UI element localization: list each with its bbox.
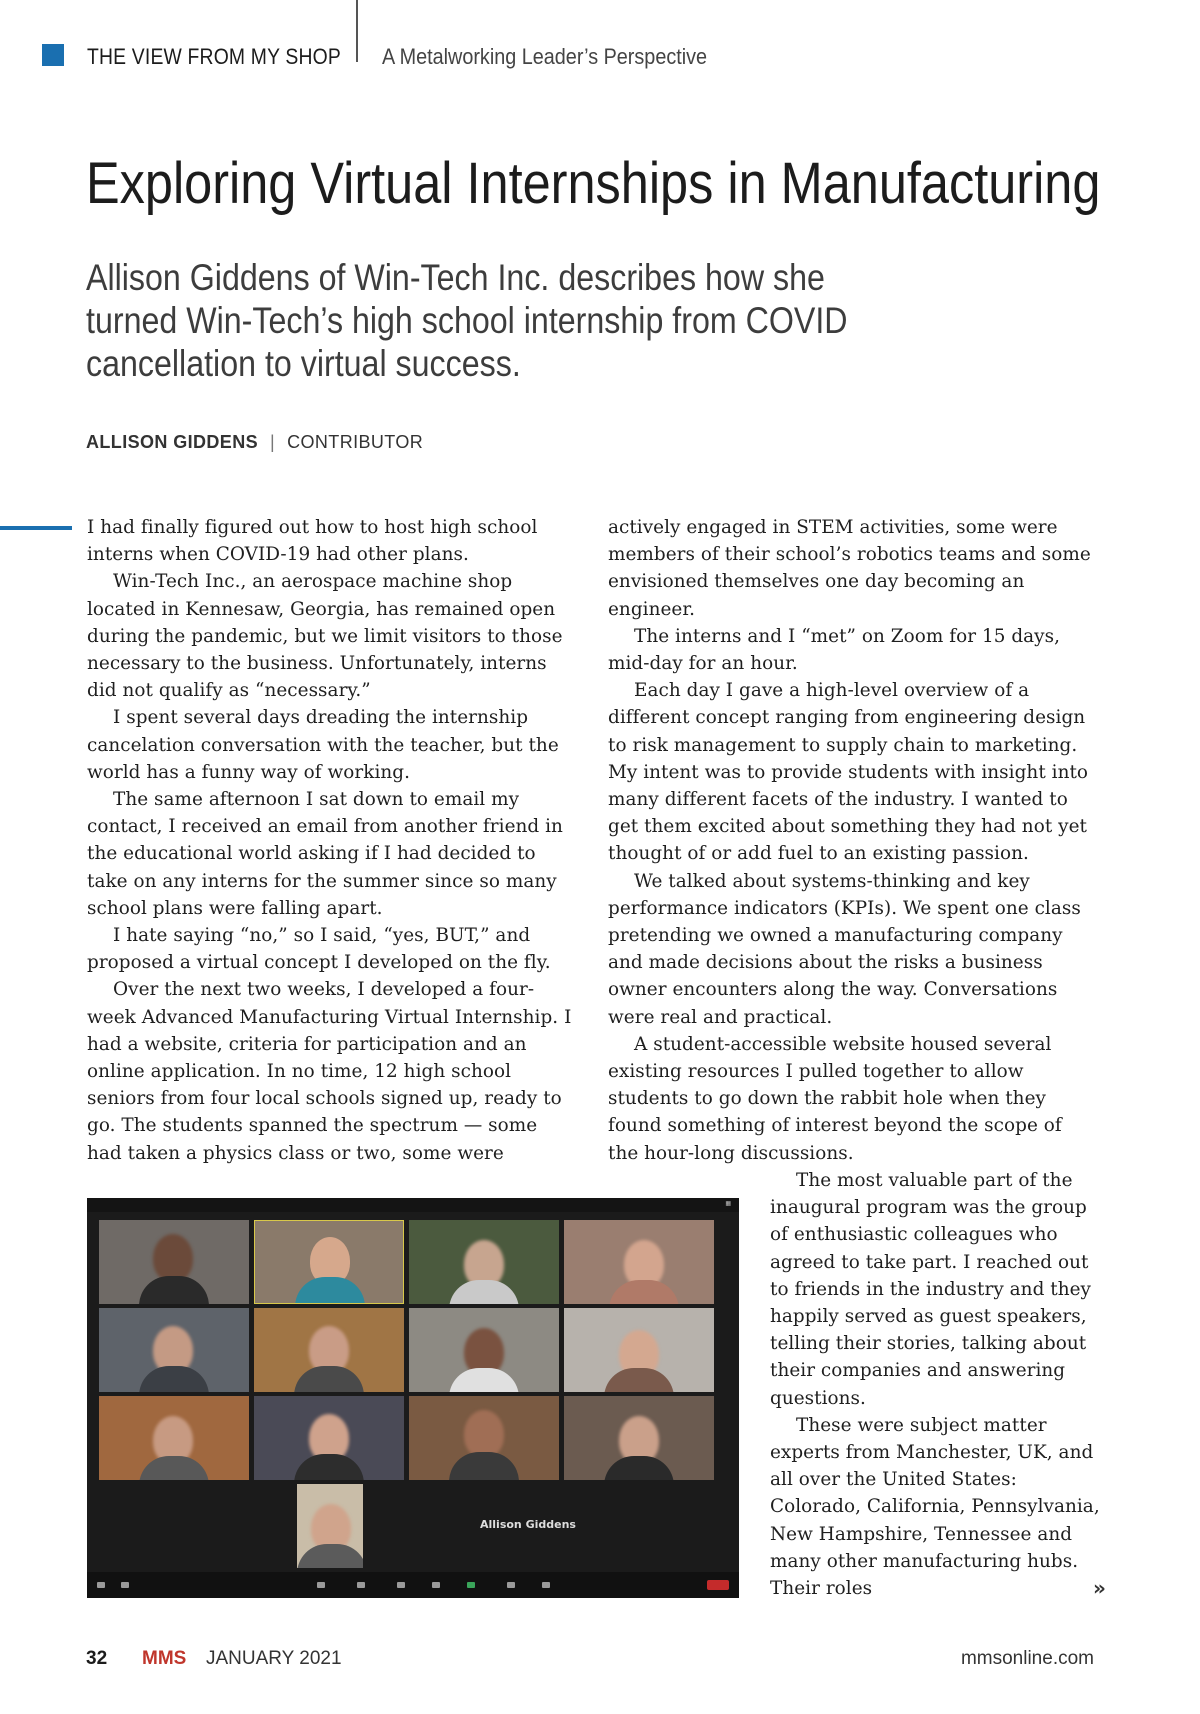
- video-tile: [409, 1308, 559, 1392]
- section-header: [42, 36, 802, 76]
- video-tile: [564, 1396, 714, 1480]
- security-icon: [317, 1582, 325, 1588]
- byline-separator: |: [270, 432, 276, 452]
- video-tile: [99, 1396, 249, 1480]
- paragraph: I hate saying “no,” so I said, “yes, BUT,” and proposed a virtual concept I developed on the fly.: [87, 925, 551, 974]
- end-meeting-button-icon: [707, 1580, 729, 1590]
- byline: [86, 432, 423, 453]
- video-tile: [409, 1220, 559, 1304]
- record-icon: [507, 1582, 515, 1588]
- paragraph: We talked about systems-thinking and key performance indicators (KPIs). We spent one class pretending we owned a manufacturing company and made decisions about the risks a business owner encounters along the way. Conversations were real and practical.: [608, 870, 1081, 1028]
- video-tile: [564, 1308, 714, 1392]
- chat-icon: [432, 1582, 440, 1588]
- video-icon: [121, 1582, 129, 1588]
- paragraph: actively engaged in STEM activities, some were members of their school’s robotics teams and some envisioned themselves one day becoming an engineer.: [608, 517, 1091, 620]
- video-tile: [254, 1308, 404, 1392]
- paragraph: The most valuable part of the inaugural program was the group of enthusiastic colleagues who agreed to take part. I reached out to friends in the industry and they happily served as guest speakers, telling their stories, talking about their companies and answering questions.: [770, 1170, 1091, 1409]
- article-deck: Allison Giddens of Win-Tech Inc. describes how she turned Win-Tech’s high school internship from COVID cancellation to virtual success.: [86, 257, 848, 384]
- paragraph: Over the next two weeks, I developed a four-week Advanced Manufacturing Virtual Internship. I had a website, criteria for participation and an online application. In no time, 12 high school seniors from four local schools signed up, ready to go. The students spanned the spectrum — some had taken a physics class or two, some were: [87, 979, 572, 1164]
- video-tile: [99, 1220, 249, 1304]
- paragraph: I spent several days dreading the internship cancelation conversation with the teacher, but the world has a funny way of working.: [87, 707, 559, 783]
- page-footer: [86, 1648, 1094, 1674]
- paragraph: The same afternoon I sat down to email my contact, I received an email from another friend in the educational world asking if I had decided to take on any interns for the summer since so many school plans were falling apart.: [87, 789, 563, 919]
- participants-icon: [357, 1582, 365, 1588]
- video-tile: [254, 1220, 404, 1304]
- magazine-logo: MMS: [142, 1648, 187, 1669]
- site-url[interactable]: mmsonline.com: [960, 1648, 1094, 1669]
- zoom-gallery-photo: [87, 1198, 739, 1598]
- issue-date: JANUARY 2021: [206, 1648, 342, 1669]
- section-tagline: A Metalworking Leader’s Perspective: [382, 44, 708, 69]
- section-marker-square: [42, 44, 64, 66]
- video-tile: [99, 1308, 249, 1392]
- article-title: Exploring Virtual Internships in Manufacturing: [86, 151, 1101, 216]
- article-column-3: [770, 1167, 1100, 1602]
- mute-icon: [97, 1582, 105, 1588]
- article-column-1: [87, 514, 572, 1167]
- paragraph: Win-Tech Inc., an aerospace machine shop located in Kennesaw, Georgia, has remained open during the pandemic, but we limit visitors to those necessary to the business. Unfortunately, interns did not qualify as “necessary.”: [87, 571, 563, 702]
- column-start-rule: [0, 526, 72, 530]
- polls-icon: [397, 1582, 405, 1588]
- double-chevron-right-icon: »: [1093, 1576, 1106, 1600]
- paragraph: I had finally figured out how to host high school interns when COVID-19 had other plans.: [87, 517, 538, 566]
- paragraph: These were subject matter experts from Manchester, UK, and all over the United States: Colorado, California, Pennsylvania, New Hampshire, Tennessee and many other manufacturing hubs. Their roles: [770, 1414, 1100, 1600]
- article-column-2: [608, 514, 1093, 1167]
- video-tile: [254, 1396, 404, 1480]
- reactions-icon: [542, 1582, 550, 1588]
- paragraph: A student-accessible website housed several existing resources I pulled together to allow students to go down the rabbit hole when they found something of interest beyond the scope of the hour-long discussions.: [608, 1033, 1062, 1164]
- author-name: ALLISON GIDDENS: [86, 432, 259, 452]
- paragraph: The interns and I “met” on Zoom for 15 days, mid-day for an hour.: [608, 625, 1061, 675]
- video-tile: [564, 1220, 714, 1304]
- author-role: CONTRIBUTOR: [287, 432, 424, 452]
- share-screen-icon: [467, 1582, 475, 1588]
- speaker-name-label: Allison Giddens: [480, 1518, 576, 1531]
- view-label-icon: ▦: [725, 1200, 731, 1207]
- section-name: THE VIEW FROM MY SHOP: [87, 44, 341, 69]
- zoom-top-strip: [87, 1198, 739, 1212]
- video-tile: [409, 1396, 559, 1480]
- page-number: 32: [86, 1648, 108, 1669]
- zoom-toolbar: [87, 1572, 739, 1598]
- header-divider: [356, 0, 358, 62]
- paragraph: Each day I gave a high-level overview of a different concept ranging from engineering design to risk management to supply chain to marketing. My intent was to provide students with insight into many different facets of the industry. I wanted to get them excited about something they had not yet thought of or add fuel to an existing passion.: [608, 680, 1089, 865]
